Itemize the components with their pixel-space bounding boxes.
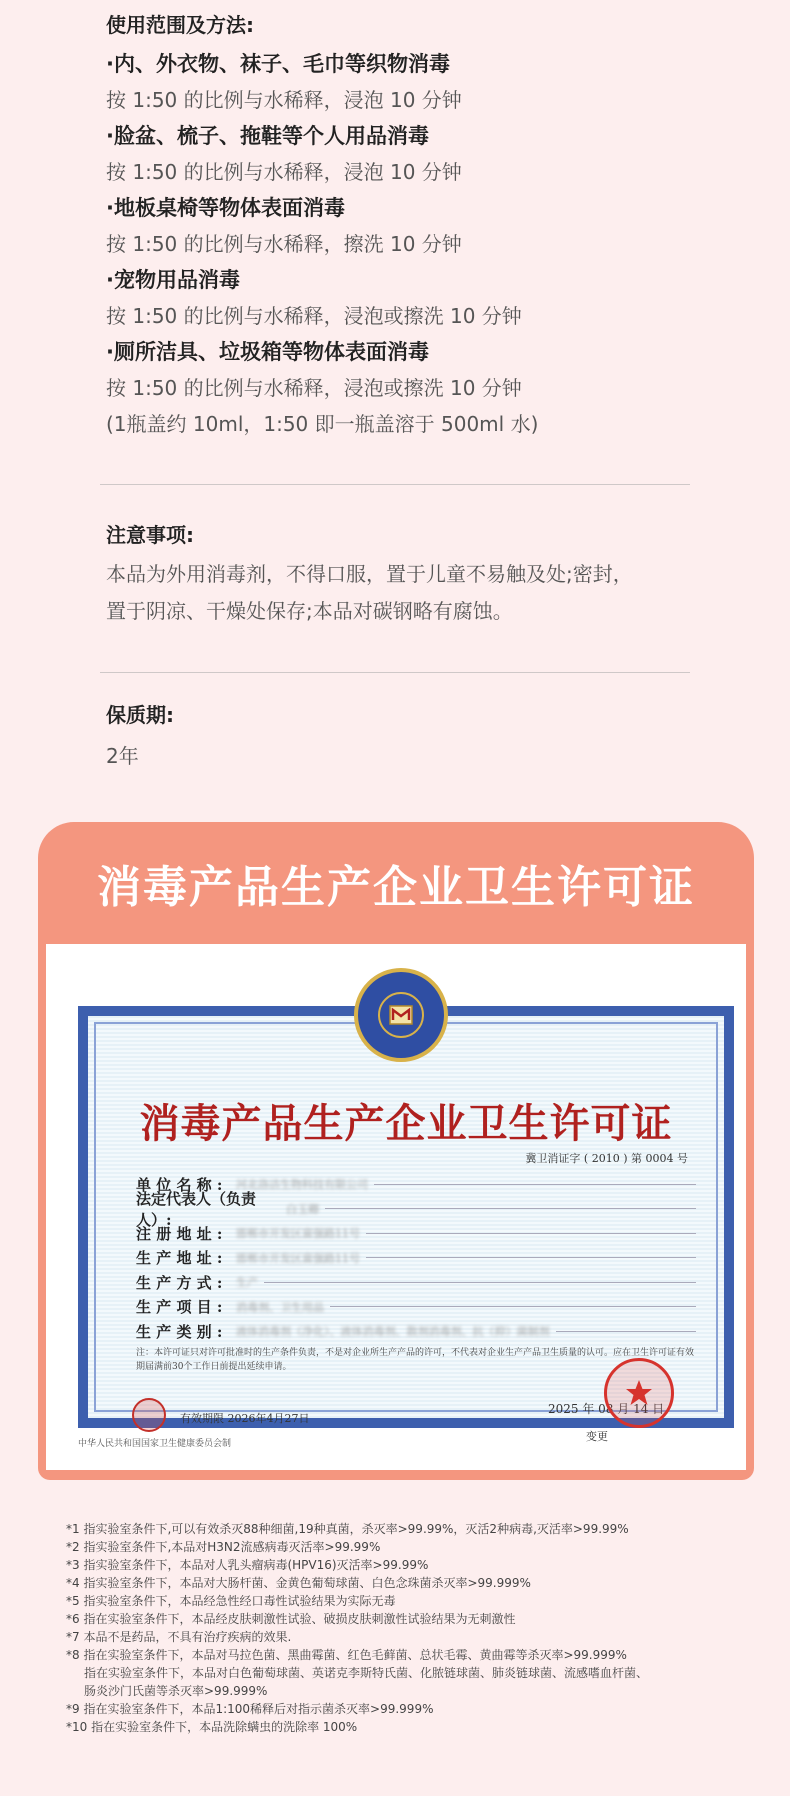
usage-dosage-note: (1瓶盖约 10ml，1:50 即一瓶盖溶于 500ml 水) xyxy=(106,412,539,436)
usage-item-head: ·脸盆、梳子、拖鞋等个人用品消毒 xyxy=(106,124,429,148)
footnote: *3 指实验室条件下，本品对人乳头瘤病毒(HPV16)灭活率>99.99% xyxy=(66,1558,429,1572)
certificate-change: 变更 xyxy=(586,1430,608,1443)
seal-icon xyxy=(132,1398,166,1432)
usage-item-desc: 按 1:50 的比例与水稀释，擦洗 10 分钟 xyxy=(106,232,462,256)
star-icon xyxy=(624,1378,654,1408)
certificate-number: 冀卫消证字 ( 2010 ) 第 0004 号 xyxy=(525,1152,688,1165)
certificate-field-value: 生产 xyxy=(236,1276,258,1290)
usage-item-head: ·内、外衣物、袜子、毛巾等织物消毒 xyxy=(106,52,450,76)
footnote: *6 指在实验室条件下，本品经皮肤刺激性试验、破损皮肤刺激性试验结果为无刺激性 xyxy=(66,1612,516,1626)
certificate-banner-title: 消毒产品生产企业卫生许可证 xyxy=(97,862,695,913)
certificate-issue-date: 2025 年 08 月 14 日 xyxy=(548,1402,665,1416)
certificate-issuer: 中华人民共和国国家卫生健康委员会制 xyxy=(78,1439,232,1449)
footnote: *7 本品不是药品，不具有治疗疾病的效果. xyxy=(66,1630,292,1644)
notice-section xyxy=(106,520,706,630)
certificate-field-value: 液体消毒剂（净化）、液体消毒剂、散剂消毒剂、抗（抑）菌制剂 xyxy=(236,1325,550,1339)
notice-text xyxy=(106,556,706,630)
footnote: *5 指实验室条件下，本品经急性经口毒性试验结果为实际无毒 xyxy=(66,1594,396,1608)
certificate-document xyxy=(78,1006,734,1443)
footnote: *4 指实验室条件下，本品对大肠杆菌、金黄色葡萄球菌、白色念珠菌杀灭率>99.999% xyxy=(66,1576,531,1590)
footnote: *1 指实验室条件下,可以有效杀灭88种细菌,19种真菌，杀灭率>99.99%，灭活2种病毒,灭活率>99.99% xyxy=(66,1522,629,1536)
certificate-field-row xyxy=(136,1295,696,1320)
official-seal-icon xyxy=(604,1358,674,1428)
usage-item-head: ·宠物用品消毒 xyxy=(106,268,240,292)
usage-item-desc: 按 1:50 的比例与水稀释，浸泡 10 分钟 xyxy=(106,88,462,112)
footnote: 指在实验室条件下，本品对白色葡萄球菌、英诺克李斯特氏菌、化脓链球菌、肺炎链球菌、流感嗜血杆菌、 xyxy=(84,1666,649,1680)
certificate-field-label: 生 产 方 式 : xyxy=(136,1273,223,1292)
certificate-field-row xyxy=(136,1189,696,1229)
certificate-field-label: 法定代表人（负责人）: xyxy=(136,1189,257,1229)
footnote: *10 指在实验室条件下，本品洗除螨虫的洗除率 100% xyxy=(66,1720,358,1734)
certificate-field-label: 生 产 项 目 : xyxy=(136,1298,223,1317)
notice-line: 本品为外用消毒剂，不得口服，置于儿童不易触及处;密封， xyxy=(106,562,633,586)
usage-title: 使用范围及方法: xyxy=(106,13,254,37)
usage-item-desc: 按 1:50 的比例与水稀释，浸泡或擦洗 10 分钟 xyxy=(106,304,522,328)
certificate-field-label: 生 产 地 址 : xyxy=(136,1249,223,1268)
section-divider xyxy=(100,484,690,485)
certificate-field-value: 邯郸市开发区富强路11号 xyxy=(236,1227,360,1241)
notice-line: 置于阴凉、干燥处保存;本品对碳钢略有腐蚀。 xyxy=(106,599,513,623)
usage-item-desc: 按 1:50 的比例与水稀释，浸泡 10 分钟 xyxy=(106,160,462,184)
certificate-field-value: 邯郸市开发区富强路11号 xyxy=(236,1251,360,1265)
footnote: *9 指在实验室条件下，本品1:100稀释后对指示菌杀灭率>99.999% xyxy=(66,1702,434,1716)
usage-item-desc: 按 1:50 的比例与水稀释，浸泡或擦洗 10 分钟 xyxy=(106,376,522,400)
shelf-life-title: 保质期: xyxy=(106,703,174,727)
certificate-field-row xyxy=(136,1319,696,1344)
certificate-field-row xyxy=(136,1221,696,1246)
footnote: *8 指在实验室条件下，本品对马拉色菌、黑曲霉菌、红色毛藓菌、总状毛霉、黄曲霉等杀灭率>99.999% xyxy=(66,1648,627,1662)
certificate-document-title: 消毒产品生产企业卫生许可证 xyxy=(139,1100,673,1147)
certificate-field-row xyxy=(136,1270,696,1295)
certificate-valid-until: 有效期限 2026年4月27日 xyxy=(180,1412,310,1425)
usage-item-head: ·厕所洁具、垃圾箱等物体表面消毒 xyxy=(106,340,429,364)
certificate-image xyxy=(46,944,746,1470)
certificate-note: 注：本许可证只对许可批准时的生产条件负责，不是对企业所生产产品的许可，不代表对企业生产产品卫生质量的认可。应在卫生许可证有效期届满前30个工作日前提出延续申请。 xyxy=(136,1348,695,1372)
certificate-field-value: 白玉卿 xyxy=(286,1202,319,1216)
emblem-icon xyxy=(354,968,448,1062)
certificate-field-value: 消毒剂、卫生用品 xyxy=(236,1300,324,1314)
certificate-field-label: 单 位 名 称 : xyxy=(136,1175,223,1194)
usage-section xyxy=(106,10,706,442)
footnote: 肠炎沙门氏菌等杀灭率>99.999% xyxy=(84,1684,268,1698)
certificate-field-label: 生 产 类 别 : xyxy=(136,1322,223,1341)
shelf-life-section xyxy=(106,700,706,776)
certificate-card xyxy=(38,822,754,1480)
certificate-field-label: 注 册 地 址 : xyxy=(136,1224,223,1243)
certificate-field-value: 河北洛洁生物科技有限公司 xyxy=(236,1178,368,1192)
certificate-fields xyxy=(136,1172,696,1344)
footnotes xyxy=(66,1520,766,1736)
footnote: *2 指实验室条件下,本品对H3N2流感病毒灭活率>99.99% xyxy=(66,1540,381,1554)
notice-title: 注意事项: xyxy=(106,523,194,547)
certificate-field-row xyxy=(136,1246,696,1271)
section-divider xyxy=(100,672,690,673)
shelf-life-value: 2年 xyxy=(106,744,139,768)
usage-item-head: ·地板桌椅等物体表面消毒 xyxy=(106,196,345,220)
